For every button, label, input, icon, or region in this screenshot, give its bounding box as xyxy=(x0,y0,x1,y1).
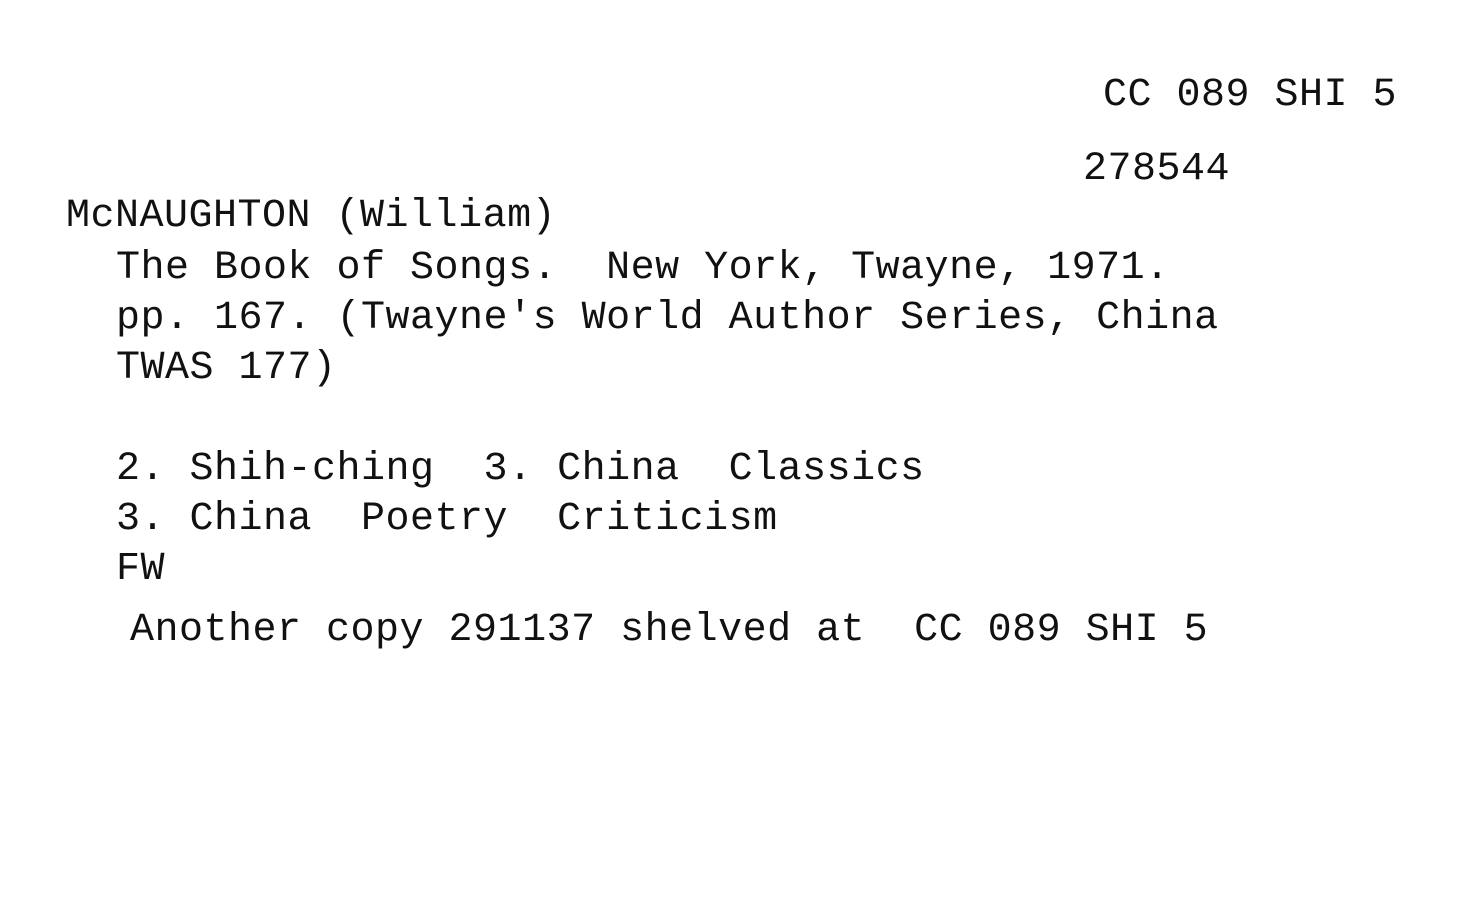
subject-tracing-line-2: 3. China Poetry Criticism xyxy=(116,497,778,542)
subject-tracing-line-1: 2. Shih-ching 3. China Classics xyxy=(116,447,925,492)
collation-line: pp. 167. (Twayne's World Author Series, China xyxy=(116,296,1219,341)
another-copy-note: Another copy 291137 shelved at CC 089 SHI 5 xyxy=(130,608,1209,653)
author-heading: McNAUGHTON (William) xyxy=(66,194,557,239)
accession-number: 278544 xyxy=(1083,147,1231,192)
series-line: TWAS 177) xyxy=(116,346,337,391)
title-imprint-line: The Book of Songs. New York, Twayne, 1971. xyxy=(116,246,1170,291)
cataloger-initials: FW xyxy=(116,547,166,592)
call-number: CC 089 SHI 5 xyxy=(1103,73,1398,118)
